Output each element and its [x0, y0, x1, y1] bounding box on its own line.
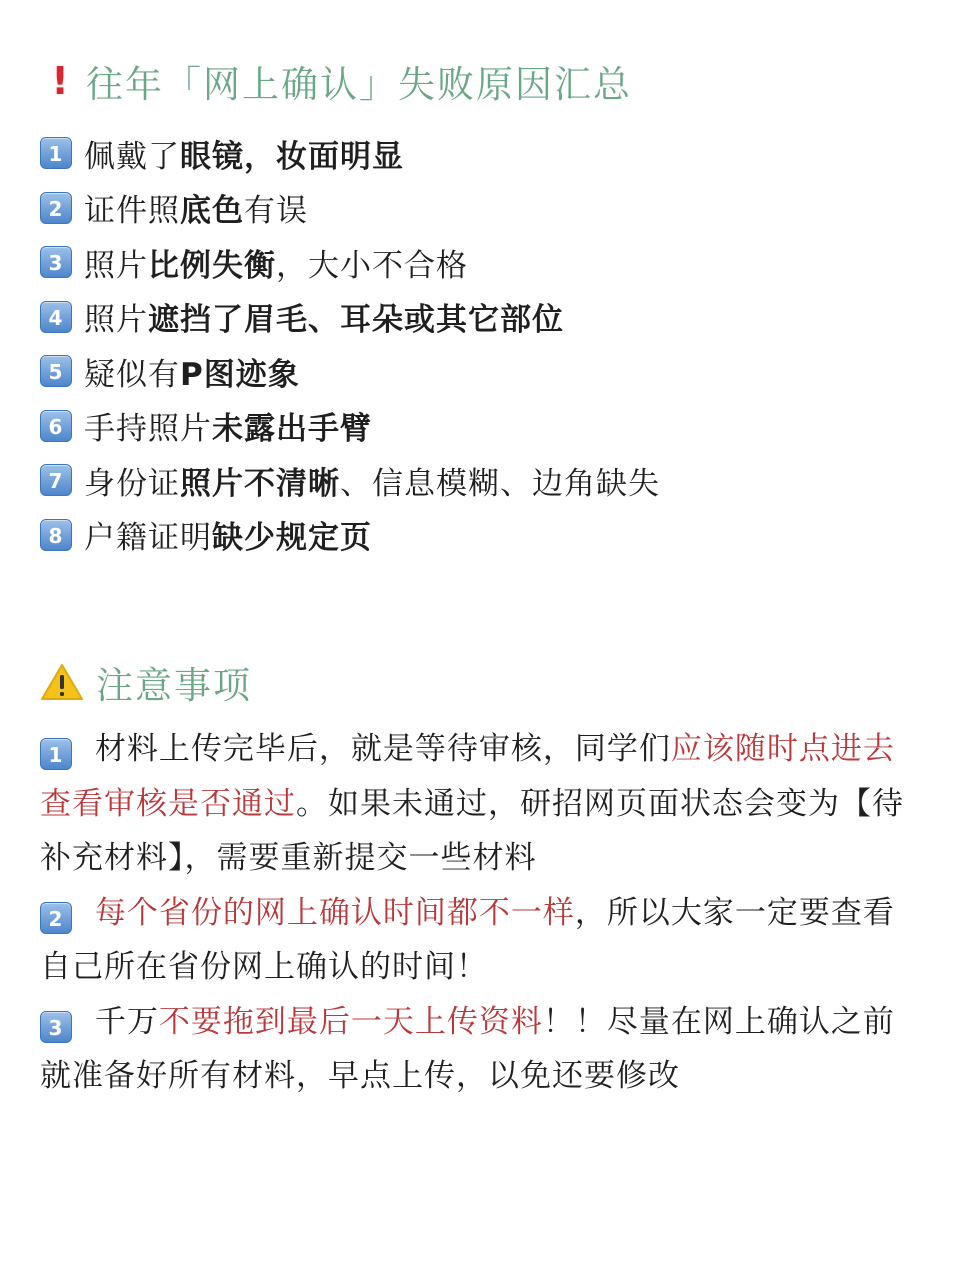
note-text: 千万 [94, 1003, 159, 1040]
reason-text-plain: 户籍证明 [84, 520, 212, 557]
reason-text-bold: P图迹象 [180, 356, 300, 393]
section-title-notes [40, 655, 252, 709]
number-3-icon: 3 [40, 246, 72, 278]
reason-text-bold: 比例失衡 [148, 247, 276, 284]
number-4-icon: 4 [40, 301, 72, 333]
note-text: 材料上传完毕后，就是等待审核，同学们 [94, 731, 671, 767]
list-item [40, 453, 920, 508]
list-item [40, 344, 920, 399]
number-1-icon: 1 [40, 738, 72, 770]
reason-text-plain: 照片 [84, 302, 148, 339]
failure-reason-list [40, 126, 920, 562]
note-paragraph [40, 995, 925, 1104]
note-text: ，所以大家一定要查看自己所在省份网上确认的时间！ [40, 894, 895, 985]
red-exclamation-icon: ! [51, 59, 71, 103]
reason-text-bold: 底色 [180, 193, 244, 230]
number-2-icon: 2 [40, 902, 72, 934]
reason-text-plain: 照片 [84, 247, 148, 284]
note-paragraph [40, 886, 925, 995]
reason-text-plain: 身份证 [84, 465, 180, 502]
notes-list [40, 722, 925, 1104]
note-text: 。如果未通过，研招网页面状态会变为【待补充材料】，需要重新提交一些材料 [40, 785, 904, 876]
section-title-text: 往年「网上确认」失败原因汇总 [86, 63, 632, 106]
number-1-icon: 1 [40, 137, 72, 169]
number-2-icon: 2 [40, 192, 72, 224]
reason-text-tail: ，大小不合格 [276, 247, 468, 284]
list-item [40, 181, 920, 236]
number-7-icon: 7 [40, 464, 72, 496]
note-highlight: 每个省份的网上确认时间都不一样 [94, 894, 575, 931]
reason-text-plain: 佩戴了 [84, 138, 180, 175]
number-8-icon: 8 [40, 519, 72, 551]
number-5-icon: 5 [40, 355, 72, 387]
list-item [40, 126, 920, 181]
section-title-failure-reasons [40, 54, 632, 108]
reason-text-bold: 未露出手臂 [212, 411, 372, 448]
list-item [40, 290, 920, 345]
reason-text-tail: 有误 [244, 193, 308, 230]
warning-icon [40, 662, 84, 702]
number-3-icon: 3 [40, 1011, 72, 1043]
reason-text-bold: 眼镜，妆面明显 [180, 138, 404, 175]
reason-text-tail: 、信息模糊、边角缺失 [340, 465, 660, 502]
note-highlight: 不要拖到最后一天上传资料 [158, 1003, 543, 1040]
list-item [40, 508, 920, 563]
reason-text-bold: 遮挡了眉毛、耳朵或其它部位 [148, 302, 564, 339]
note-paragraph [40, 722, 925, 886]
note-text: ！！尽量在网上确认之前就准备好所有材料，早点上传，以免还要修改 [40, 1003, 895, 1094]
note-highlight: 应该随时点进去查看审核是否通过 [40, 731, 895, 822]
list-item [40, 399, 920, 454]
list-item [40, 235, 920, 290]
reason-text-plain: 手持照片 [84, 411, 212, 448]
reason-text-bold: 照片不清晰 [180, 465, 340, 502]
reason-text-plain: 证件照 [84, 193, 180, 230]
number-6-icon: 6 [40, 410, 72, 442]
section-title-text: 注意事项 [96, 664, 252, 707]
reason-text-plain: 疑似有 [84, 356, 180, 393]
reason-text-bold: 缺少规定页 [212, 520, 372, 557]
